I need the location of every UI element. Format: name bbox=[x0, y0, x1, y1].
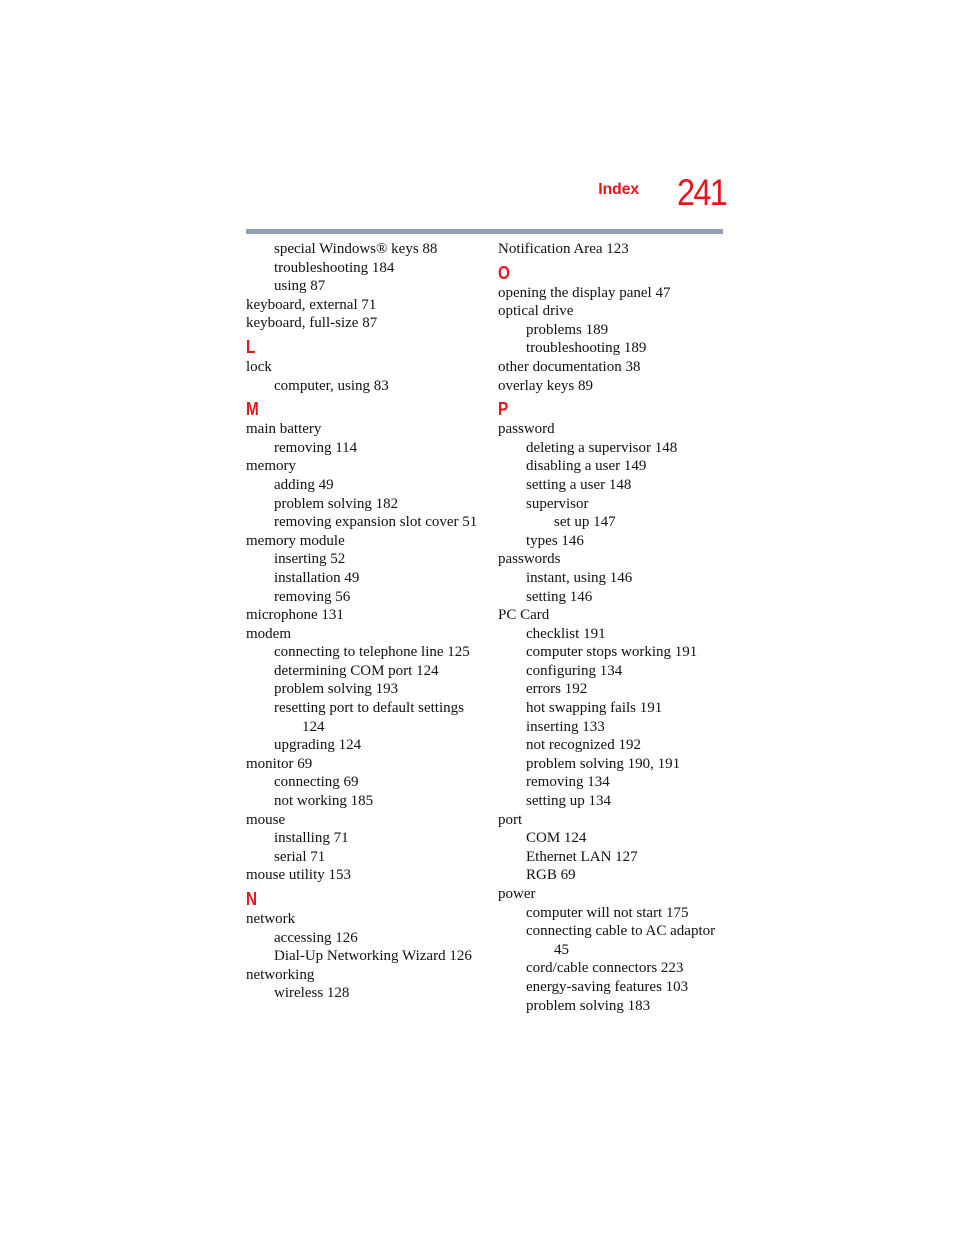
index-subentry: determining COM port 124 bbox=[274, 662, 439, 679]
index-entry: PC Card bbox=[498, 607, 550, 624]
index-column-left bbox=[246, 240, 482, 1003]
index-entry: main battery bbox=[246, 421, 322, 438]
index-column-right bbox=[498, 240, 734, 1015]
index-subentry: set up 147 bbox=[554, 514, 616, 531]
index-entry: mouse bbox=[246, 811, 286, 828]
index-subentry: removing 56 bbox=[274, 588, 351, 605]
index-entry: memory module bbox=[246, 532, 345, 549]
index-subentry: COM 124 bbox=[526, 830, 587, 847]
page-number: 241 bbox=[677, 172, 727, 213]
index-subentry: types 146 bbox=[526, 532, 584, 549]
index-subentry: removing 134 bbox=[526, 774, 610, 791]
index-subentry: accessing 126 bbox=[274, 929, 358, 946]
index-subentry: installation 49 bbox=[274, 569, 360, 586]
index-subentry: setting up 134 bbox=[526, 793, 611, 810]
index-entry: networking bbox=[246, 966, 315, 983]
index-subentry: upgrading 124 bbox=[274, 737, 362, 754]
index-entry: port bbox=[498, 811, 523, 828]
index-subentry: connecting cable to AC adaptor bbox=[526, 923, 716, 940]
index-subentry: energy-saving features 103 bbox=[526, 978, 689, 995]
index-subentry: 124 bbox=[302, 718, 325, 735]
section-label: Index bbox=[598, 181, 639, 198]
index-entry: microphone 131 bbox=[246, 607, 344, 624]
index-subentry: Ethernet LAN 127 bbox=[526, 848, 638, 865]
index-entry: monitor 69 bbox=[246, 755, 313, 772]
index-entry: password bbox=[498, 421, 555, 438]
index-subentry: special Windows® keys 88 bbox=[274, 241, 438, 257]
index-entry: other documentation 38 bbox=[498, 358, 641, 375]
index-subentry: installing 71 bbox=[274, 830, 349, 847]
index-subentry: setting 146 bbox=[526, 588, 593, 605]
index-subentry: 45 bbox=[554, 941, 569, 958]
index-subentry: serial 71 bbox=[274, 848, 326, 865]
header-rule bbox=[246, 229, 723, 234]
index-entry: power bbox=[498, 886, 536, 902]
index-entry: network bbox=[246, 911, 296, 927]
index-subentry: computer stops working 191 bbox=[526, 644, 698, 661]
index-entry: modem bbox=[246, 625, 291, 642]
index-letter-heading: P bbox=[498, 399, 509, 420]
index-subentry: configuring 134 bbox=[526, 662, 623, 679]
index-subentry: connecting 69 bbox=[274, 774, 359, 791]
index-entry: mouse utility 153 bbox=[246, 867, 351, 884]
index-subentry: RGB 69 bbox=[526, 867, 576, 884]
index-subentry: checklist 191 bbox=[526, 625, 606, 642]
index-entry: optical drive bbox=[498, 303, 574, 320]
index-subentry: removing expansion slot cover 51 bbox=[274, 514, 478, 531]
index-subentry: problem solving 193 bbox=[274, 681, 399, 698]
index-subentry: problem solving 190, 191 bbox=[526, 755, 681, 772]
index-subentry: troubleshooting 184 bbox=[274, 259, 395, 276]
index-subentry: instant, using 146 bbox=[526, 569, 633, 586]
index-subentry: connecting to telephone line 125 bbox=[274, 644, 470, 661]
index-subentry: not working 185 bbox=[274, 793, 374, 810]
index-entry: passwords bbox=[498, 551, 561, 568]
index-subentry: supervisor bbox=[526, 495, 589, 512]
index-subentry: problem solving 182 bbox=[274, 495, 399, 512]
index-letter-heading: N bbox=[246, 889, 258, 909]
index-subentry: not recognized 192 bbox=[526, 737, 641, 754]
index-subentry: deleting a supervisor 148 bbox=[526, 439, 678, 456]
index-subentry: troubleshooting 189 bbox=[526, 340, 647, 357]
index-entry: keyboard, full-size 87 bbox=[246, 315, 378, 332]
index-subentry: hot swapping fails 191 bbox=[526, 700, 663, 717]
index-subentry: resetting port to default settings bbox=[274, 700, 464, 717]
index-entry: overlay keys 89 bbox=[498, 377, 593, 394]
index-subentry: wireless 128 bbox=[274, 985, 350, 1002]
index-subentry: removing 114 bbox=[274, 439, 358, 456]
index-subentry: setting a user 148 bbox=[526, 476, 632, 493]
index-subentry: errors 192 bbox=[526, 681, 588, 698]
index-subentry: adding 49 bbox=[274, 476, 334, 493]
index-subentry: inserting 52 bbox=[274, 551, 346, 568]
index-subentry: Dial-Up Networking Wizard 126 bbox=[274, 948, 472, 965]
index-entry: opening the display panel 47 bbox=[498, 284, 671, 301]
index-letter-heading: O bbox=[498, 262, 510, 283]
index-subentry: computer will not start 175 bbox=[526, 904, 689, 921]
index-subentry: using 87 bbox=[274, 278, 326, 295]
index-entry: Notification Area 123 bbox=[498, 241, 629, 257]
index-subentry: problems 189 bbox=[526, 321, 609, 338]
index-subentry: cord/cable connectors 223 bbox=[526, 960, 684, 977]
index-letter-heading: L bbox=[246, 336, 256, 357]
index-letter-heading: M bbox=[246, 399, 259, 420]
index-entry: lock bbox=[246, 358, 272, 375]
index-subentry: computer, using 83 bbox=[274, 377, 389, 394]
index-subentry: problem solving 183 bbox=[526, 997, 651, 1014]
index-subentry: disabling a user 149 bbox=[526, 458, 647, 475]
index-entry: memory bbox=[246, 458, 296, 475]
index-entry: keyboard, external 71 bbox=[246, 296, 377, 313]
index-subentry: inserting 133 bbox=[526, 718, 605, 735]
